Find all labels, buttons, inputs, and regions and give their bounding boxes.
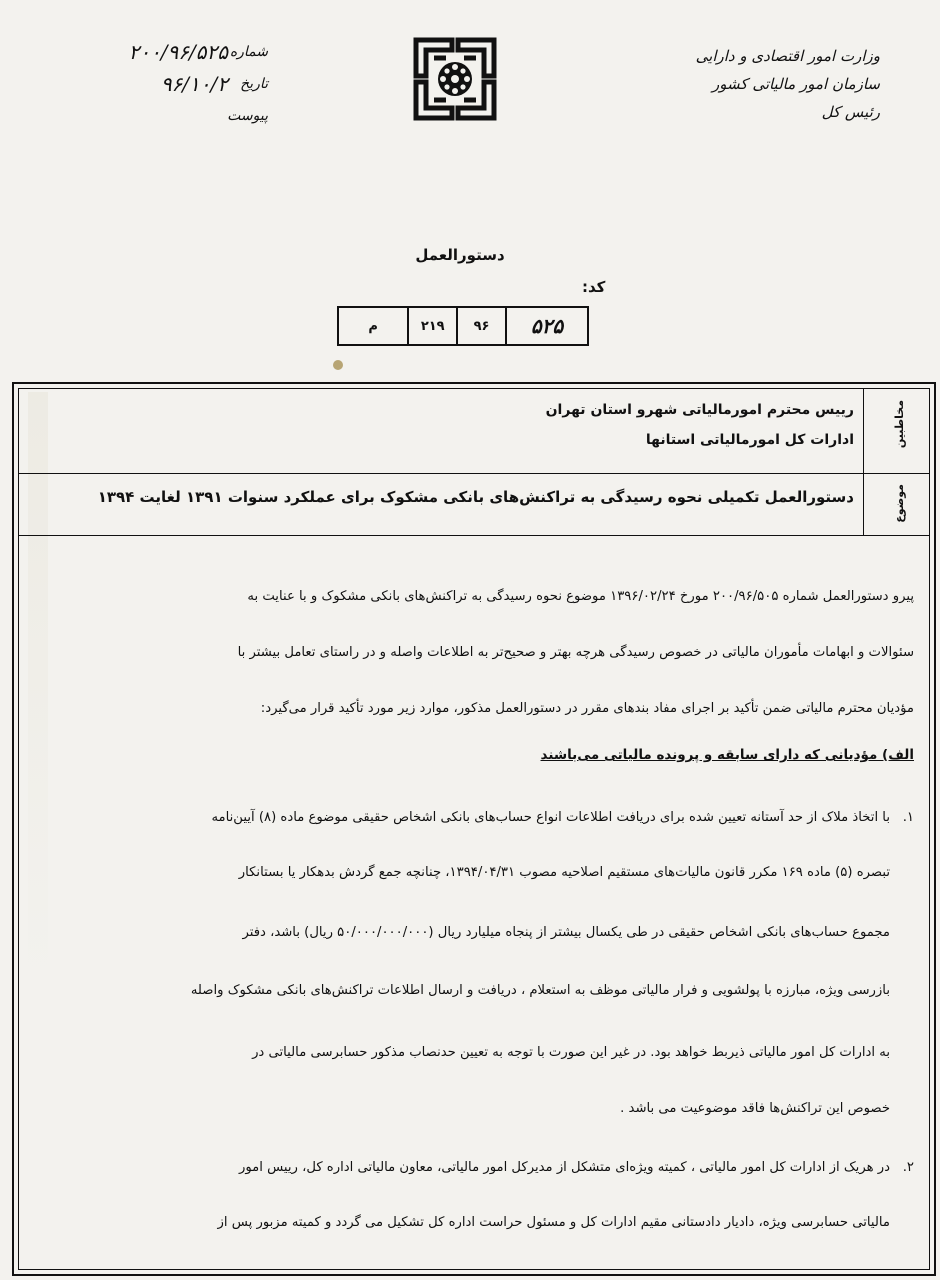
recipient-line: رییس محترم امورمالیاتی شهرو استان تهران xyxy=(545,402,854,418)
document-title: دستورالعمل xyxy=(415,246,505,264)
item-text-line: مالیاتی حسابرسی ویژه، دادیار دادستانی مقیم ادارات کل و مسئول حراست اداره کل تشکیل می گردد و کمیته مزبور پس از xyxy=(217,1215,890,1230)
item-text-line: با اتخاذ ملاک از حد آستانه تعیین شده برای دریافت اطلاعات انواع حساب‌های بانکی اشخاص حقیقی موضوع ماده (۸) آیین‌نامه xyxy=(211,810,890,825)
item-continuation xyxy=(26,910,914,956)
recipient-line: ادارات کل امورمالیاتی استانها xyxy=(645,432,854,448)
code-cell: ۵۲۵ xyxy=(505,308,587,344)
decorative-dot xyxy=(333,360,343,370)
letter-date-row xyxy=(78,72,268,104)
letter-date: ۹۶/۱۰/۲ xyxy=(160,72,228,96)
ministry-header xyxy=(640,42,880,126)
attachment-label: پیوست xyxy=(227,108,268,124)
subject-text: دستورالعمل تکمیلی نحوه رسیدگی به تراکنش‌های بانکی مشکوک برای عملکرد سنوات ۱۳۹۱ لغایت ۱۳۹۴ xyxy=(97,488,854,506)
code-cell: ۲۱۹ xyxy=(407,308,456,344)
recipients-row xyxy=(18,388,930,474)
item-continuation xyxy=(26,850,914,896)
row-divider xyxy=(863,474,865,536)
item-continuation xyxy=(26,1086,914,1132)
intro-line: مؤدیان محترم مالیاتی ضمن تأکید بر اجرای مفاد بندهای مقرر در دستورالعمل مذکور، موارد زیر مورد تأکید قرار می‌گیرد: xyxy=(260,701,914,716)
item-text-line: خصوص این تراکنش‌ها فاقد موضوعیت می باشد . xyxy=(620,1101,890,1116)
number-label: شماره xyxy=(229,44,268,60)
list-item xyxy=(26,795,914,841)
intro-line: پیرو دستورالعمل شماره ۲۰۰/۹۶/۵۰۵ مورخ ۱۳۹۶/۰۲/۲۴ موضوع نحوه رسیدگی به تراکنش‌های بانکی مشکوک و با عنایت به xyxy=(247,589,914,604)
item-text-line: تبصره (۵) ماده ۱۶۹ مکرر قانون مالیات‌های مستقیم اصلاحیه مصوب ۱۳۹۴/۰۴/۳۱، چنانچه جمع گردش بدهکار یا بستانکار xyxy=(238,865,890,880)
intro-line: سئوالات و ابهامات مأموران مالیاتی در خصوص رسیدگی هرچه بهتر و صحیح‌تر به اطلاعات واصله و در راستای تعامل بیشتر با xyxy=(237,645,914,660)
item-text-line: به ادارات کل امور مالیاتی ذیربط خواهد بود. در غیر این صورت با توجه به تعیین حدنصاب مذکور حسابرسی مالیاتی در xyxy=(252,1045,890,1060)
organization-line: سازمان امور مالیاتی کشور xyxy=(712,75,880,93)
section-a-heading: الف) مؤدیانی که دارای سابقه و پرونده مالیاتی می‌باشند xyxy=(540,747,914,763)
recipients-label: مخاطبین xyxy=(893,400,906,449)
ministry-line: وزارت امور اقتصادی و دارایی xyxy=(695,47,880,65)
item-text-line: بازرسی ویژه، مبارزه با پولشویی و فرار مالیاتی موظف به استعلام ، دریافت و ارسال اطلاعات تراکنش‌های بانکی مشکوک واصله xyxy=(190,983,890,998)
date-label: تاریخ xyxy=(240,76,268,92)
subject-label: موضوع xyxy=(893,484,906,523)
code-box xyxy=(337,306,589,346)
attachment-row xyxy=(78,104,268,136)
item-continuation xyxy=(26,968,914,1014)
tax-organization-logo xyxy=(412,36,498,122)
item-text-line: مجموع حساب‌های بانکی اشخاص حقیقی در طی یکسال بیشتر از پنجاه میلیارد ریال (۵۰/۰۰۰/۰۰۰/۰۰۰ ریال) باشد، دفتر xyxy=(242,925,890,940)
letter-number: ۲۰۰/۹۶/۵۲۵ xyxy=(128,40,228,64)
item-text-line: در هریک از ادارات کل امور مالیاتی ، کمیته ویژه‌ای متشکل از مدیرکل امور مالیاتی، معاون مالیاتی اداره کل، رییس امور xyxy=(238,1160,890,1175)
code-cell: م xyxy=(368,318,378,334)
code-cell: ۹۶ xyxy=(456,308,505,344)
letter-meta xyxy=(78,40,268,136)
code-label: کد: xyxy=(582,278,606,296)
item-continuation xyxy=(26,1200,914,1246)
item-continuation xyxy=(26,1030,914,1076)
list-item xyxy=(26,1145,914,1191)
row-divider xyxy=(863,388,865,474)
letter-number-row xyxy=(78,40,268,72)
head-title-line: رئیس کل xyxy=(821,103,880,121)
item-number: ۱. xyxy=(902,810,914,825)
item-number: ۲. xyxy=(902,1160,914,1175)
